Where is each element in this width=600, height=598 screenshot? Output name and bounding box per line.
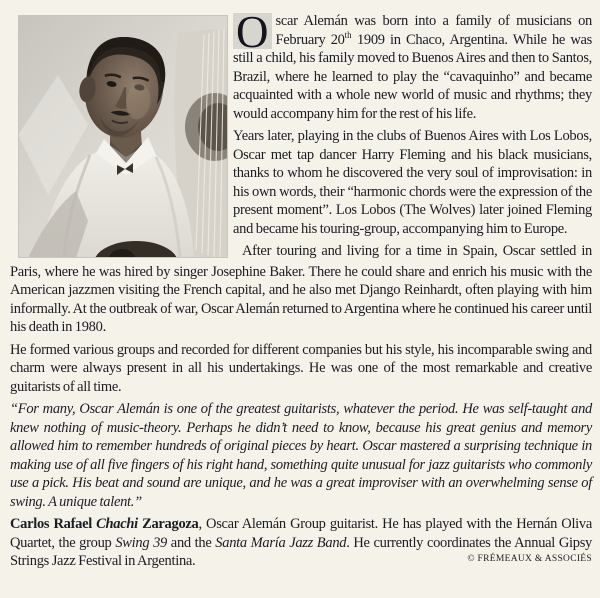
- top-section: [10, 7, 592, 263]
- credits-bold-2: Zaragoza: [137, 516, 199, 532]
- dropcap-letter: O: [233, 13, 272, 49]
- paragraph-paris-start: After touring and living for a time in Spain, Oscar settled in: [242, 243, 592, 259]
- credits-nickname: Chachi: [96, 516, 138, 532]
- credits-name: [10, 516, 199, 532]
- paragraph-groups: He formed various groups and recorded for different companies but his style, his incomparable swing and charm were always present in all his undertakings. He was one of the most remarkable and creative guitarists of all time.: [10, 341, 592, 395]
- p1-text: scar Alemán was born into a family of musicians on February 20: [275, 13, 592, 48]
- portrait-illustration: [18, 15, 228, 258]
- credits-bold-1: Carlos Rafael: [10, 516, 97, 532]
- credits-group-1: Swing 39: [115, 534, 167, 551]
- copyright-notice: © FRÉMEAUX & ASSOCIÉS: [467, 554, 592, 564]
- intro-column: [233, 7, 592, 263]
- credits-text-1: , Oscar Alemán Group guitarist. He has played with the Hernán Oliva Quartet, the group: [10, 516, 592, 551]
- paragraph-credits: [10, 515, 592, 571]
- paragraph-birth: [233, 7, 592, 123]
- credits-text-2: and the: [166, 534, 216, 551]
- credits-text-3: . He currently coordinates the Annual Gipsy Strings Jazz Festival in Argentina.: [10, 534, 592, 569]
- credits-group-2: Santa María Jazz Band: [215, 534, 347, 551]
- p1-text-cont: 1909 in Chaco, Argentina. While he was still a child, his family moved to Buenos Aires and then to Santos, Brazil, where he learned to play the “cavaquinho” and became acquainted with a whole new world of music and rhythms; they would accompany him for the rest of his life.: [233, 31, 592, 122]
- paragraph-paris-continued: Paris, where he was hired by singer Josephine Baker. There he could share and enrich his music with the American jazzmen visiting the French capital, and he also met Django Reinhardt, often playing with him informally. At the outbreak of war, Oscar Alemán returned to Argentina where he continued his career until his death in 1980.: [10, 263, 592, 335]
- ordinal-superscript: th: [344, 29, 352, 40]
- paragraph-quote: “For many, Oscar Alemán is one of the greatest guitarists, whatever the period. He was self-taught and knew nothing of music-theory. Perhaps he didn’t need to know, because his great genius and memory allowed him to remember hundreds of original pieces by heart. Oscar mastered a surprising technique in making use of all five fingers of his right hand, something quite unusual for jazz guitarists who commonly use a pick. His beat and sound are unique, and he was a great improviser with an overwhelming sense of swing. A unique talent.”: [10, 401, 592, 510]
- paragraph-los-lobos: Years later, playing in the clubs of Buenos Aires with Los Lobos, Oscar met tap dancer Harry Fleming and his black musicians, thanks to whom he discovered the very soul of improvisation: in his own words, their “harmonic chords were the expression of the present moment”. Los Lobos (The Wolves) later joined Fleming and became his touring-group, accompanying him to Europe.: [233, 128, 592, 237]
- oscar-aleman-photo: [18, 15, 228, 258]
